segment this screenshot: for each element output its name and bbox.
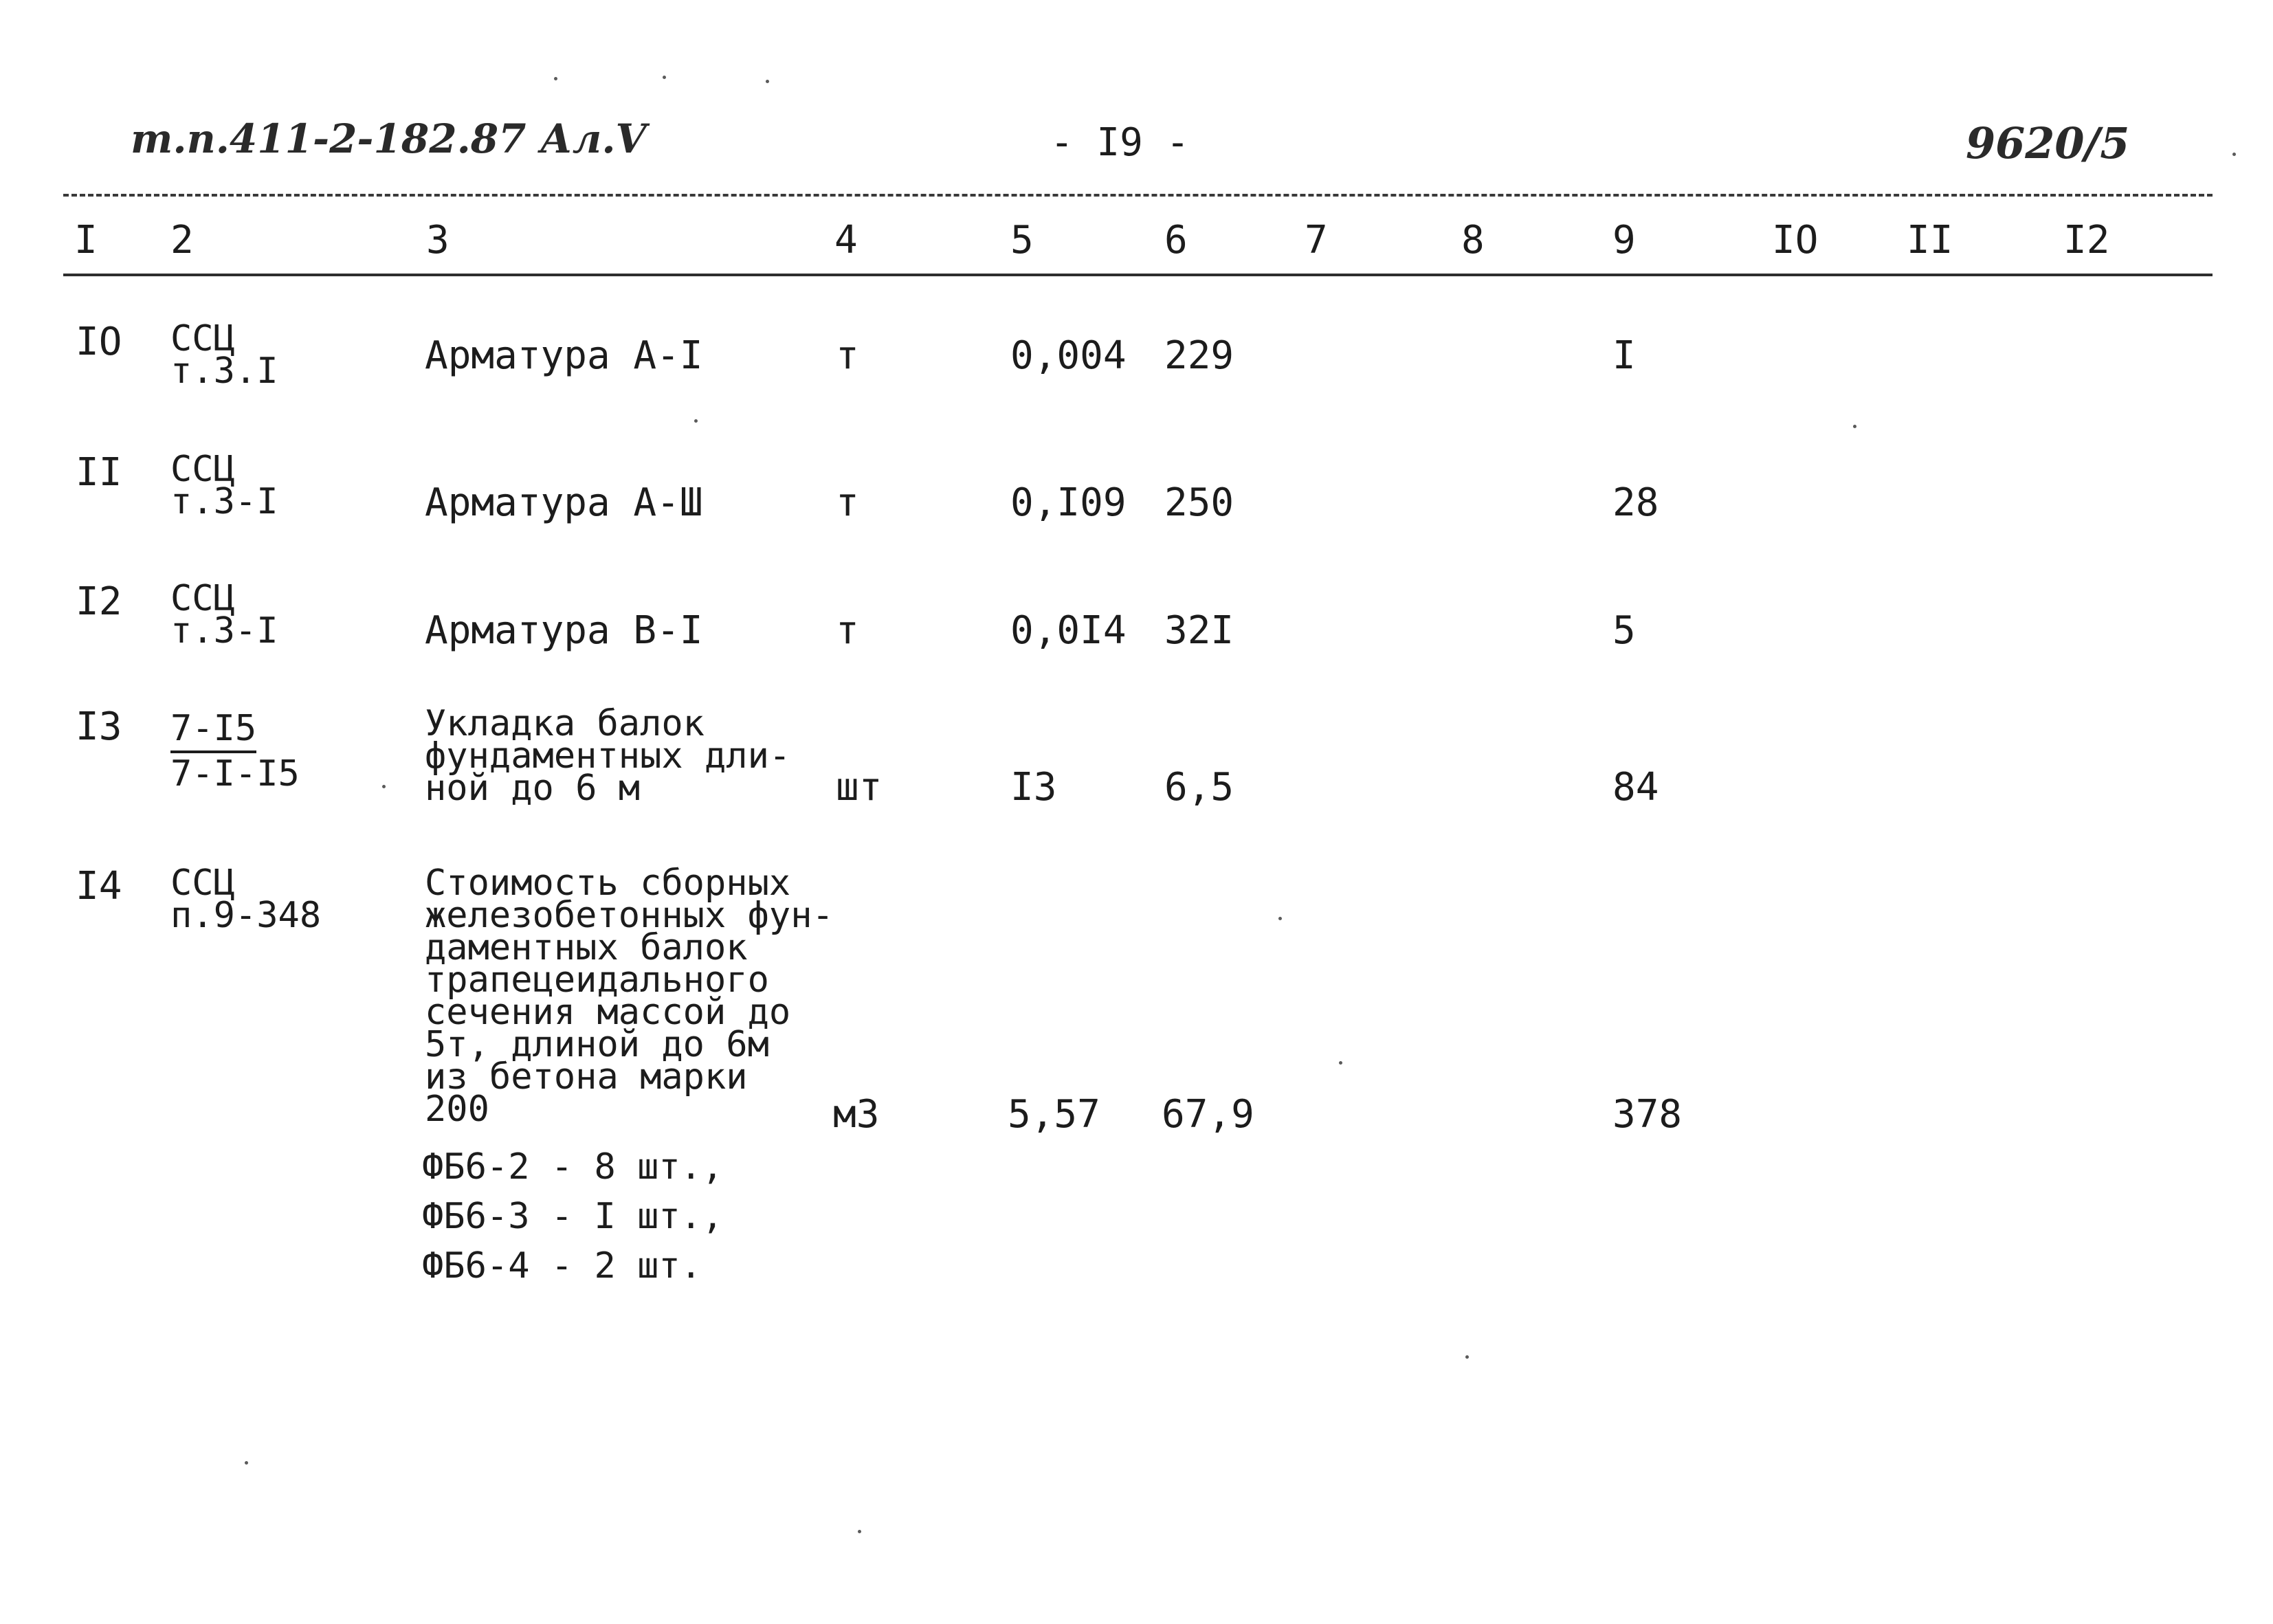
- row-number: II: [76, 450, 122, 495]
- price-reference: 7-I5 7-I-I5: [170, 708, 300, 794]
- scan-speck: [766, 80, 769, 83]
- component-item: ФБ6-2 - 8 шт.,: [422, 1146, 724, 1188]
- unit-price-cell: 229: [1164, 333, 1234, 378]
- total-cell: I: [1612, 333, 1636, 378]
- column-header: IO: [1772, 218, 1819, 263]
- row-number: I3: [76, 704, 122, 749]
- column-header: 2: [170, 218, 194, 263]
- scan-speck: [245, 1461, 248, 1465]
- item-description: Арматура А-Ш: [425, 480, 703, 525]
- scan-speck: [2232, 153, 2236, 156]
- scan-speck: [1853, 425, 1856, 428]
- scan-speck: [663, 76, 666, 79]
- scan-speck: [694, 419, 698, 423]
- scan-speck: [1278, 917, 1282, 920]
- unit-cell: т: [836, 480, 859, 525]
- component-item: ФБ6-3 - I шт.,: [422, 1196, 724, 1237]
- column-header: 5: [1010, 218, 1034, 263]
- row-number: IO: [76, 320, 122, 364]
- scan-speck: [554, 77, 557, 80]
- column-header: II: [1907, 218, 1953, 263]
- component-list: [422, 1142, 723, 1291]
- price-reference: ССЦ т.3-I: [170, 578, 278, 652]
- column-header: I2: [2063, 218, 2110, 263]
- scan-speck: [1339, 1061, 1342, 1065]
- archive-stamp: 9620/5: [1966, 118, 2130, 168]
- column-header: 3: [426, 218, 450, 263]
- unit-cell: м3: [833, 1092, 880, 1137]
- total-cell: 5: [1612, 608, 1636, 653]
- quantity-cell: 0,0I4: [1010, 608, 1127, 653]
- scan-speck: [1465, 1355, 1469, 1359]
- price-reference: ССЦ т.3.I: [170, 318, 278, 392]
- header-bottom-rule: [63, 274, 2213, 276]
- quantity-cell: 0,004: [1010, 333, 1127, 378]
- total-cell: 84: [1612, 765, 1659, 810]
- column-header: 4: [834, 218, 858, 263]
- item-description: Укладка балок фундаментных дли- ной до 6 м: [425, 703, 791, 809]
- unit-cell: т: [836, 333, 859, 378]
- quantity-cell: 5,57: [1008, 1092, 1100, 1137]
- quantity-cell: I3: [1010, 765, 1057, 810]
- price-reference: ССЦ т.3-I: [170, 449, 278, 522]
- row-number: I2: [76, 579, 122, 624]
- unit-price-cell: 6,5: [1164, 765, 1234, 810]
- unit-cell: т: [836, 608, 859, 653]
- unit-price-cell: 250: [1164, 480, 1234, 525]
- unit-price-cell: 67,9: [1162, 1092, 1254, 1137]
- column-header: 6: [1164, 218, 1188, 263]
- quantity-cell: 0,I09: [1010, 480, 1127, 525]
- price-reference: ССЦ п.9-348: [170, 863, 322, 936]
- unit-cell: шт: [836, 765, 883, 810]
- scan-speck: [858, 1530, 861, 1533]
- table-top-rule: [63, 194, 2213, 197]
- column-header: 8: [1461, 218, 1485, 263]
- item-description: Стоимость сборных железобетонных фун- даментных балок трапецеидального сечения массой до 5т, длиной до 6м из бетона марки 200: [425, 863, 834, 1130]
- scan-speck: [382, 785, 386, 788]
- page-number: - I9 -: [1050, 120, 1190, 165]
- row-number: I4: [76, 864, 122, 909]
- item-description: Арматура В-I: [425, 608, 703, 653]
- column-header: 9: [1612, 218, 1636, 263]
- total-cell: 28: [1612, 480, 1659, 525]
- column-header: 7: [1305, 218, 1328, 263]
- item-description: Арматура А-I: [425, 333, 703, 378]
- unit-price-cell: 32I: [1164, 608, 1234, 653]
- column-header: I: [74, 218, 98, 263]
- total-cell: 378: [1612, 1092, 1683, 1137]
- document-code: т.п.411-2-182.87 Ал.V: [131, 115, 647, 162]
- component-item: ФБ6-4 - 2 шт.: [422, 1245, 702, 1287]
